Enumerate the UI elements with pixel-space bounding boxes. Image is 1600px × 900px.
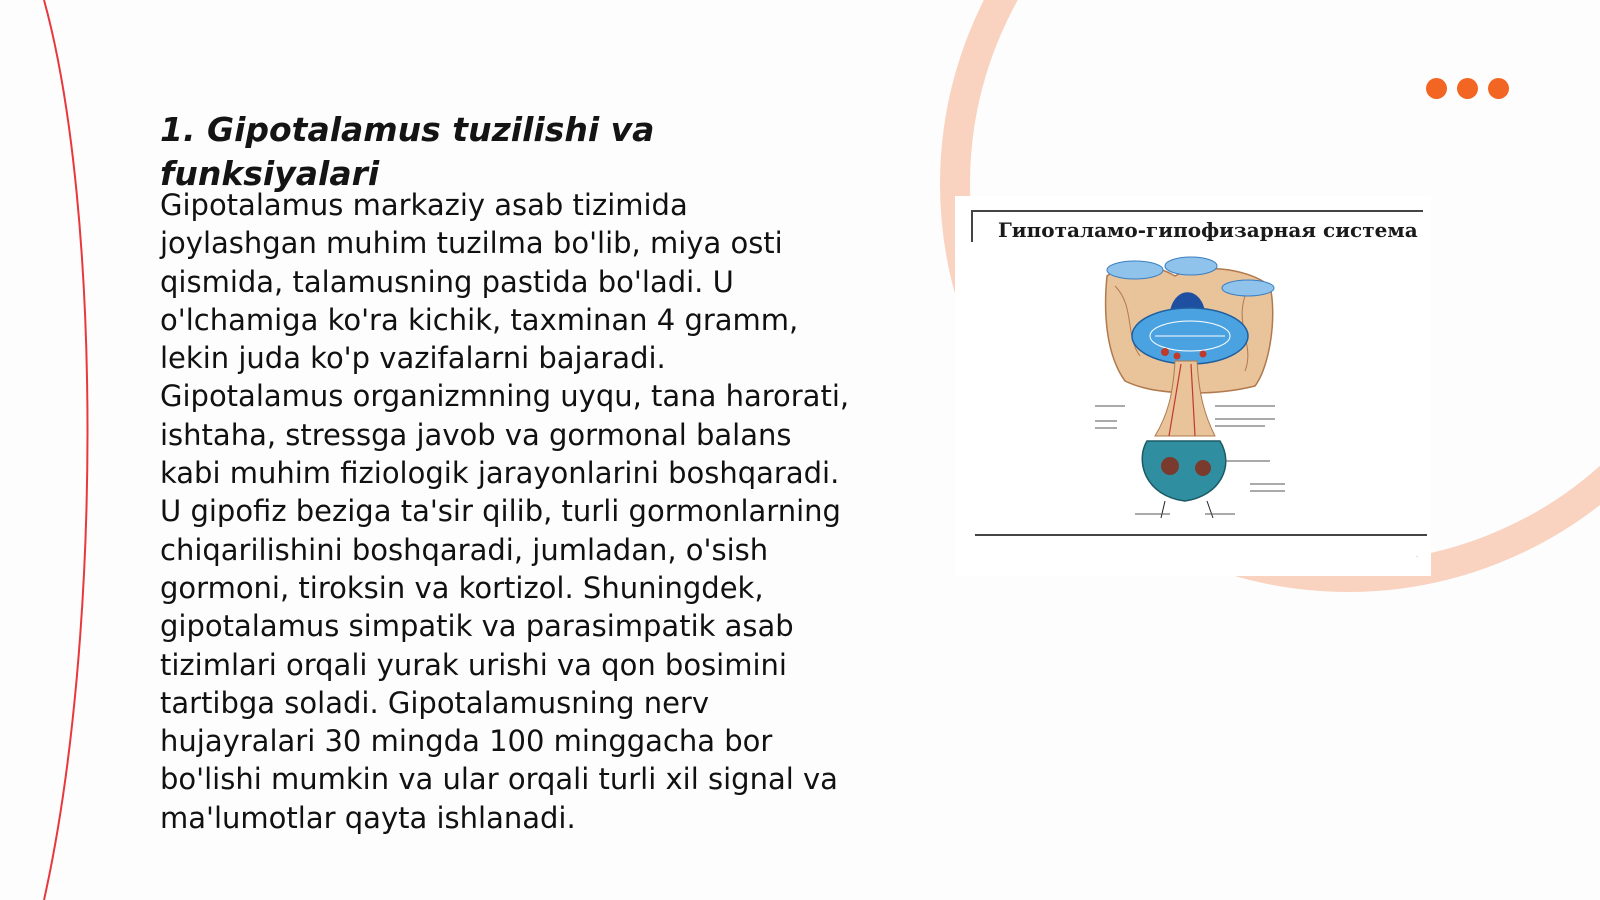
figure-top-rule	[971, 210, 1423, 212]
hypothalamus-pituitary-diagram-image	[1095, 256, 1295, 526]
figure-page-number: ·	[1416, 553, 1419, 561]
slide-title: 1. Gipotalamus tuzilishi va funksiyalari	[160, 110, 655, 193]
slide-body-text: Gipotalamus markaziy asab tizimida joylashgan muhim tuzilma bo'lib, miya osti qismida, talamusning pastida bo'ladi. U o'lchamiga ko'ra kichik, taxminan 4 gramm, lekin juda ko'p vazifalarni bajaradi. Gipotalamus organizmning uyqu, tana harorati, ishtaha, stressga javob va gormonal balans kabi muhim fiziologik jarayonlarini boshqaradi. U gipofiz beziga ta'sir qilib, turli gormonlarning chiqarilishini boshqaradi, jumladan, o'sish gormoni, tiroksin va kortizol. Shuningdek, gipotalamus simpatik va parasimpatik asab tizimlari orqali yurak urishi va qon bosimini tartibga soladi. Gipotalamusning nerv hujayralari 30 mingda 100 minggacha bor bo'lishi mumkin va ular orqali turli xil signal va ma'lumotlar qayta ishlanadi.	[160, 188, 850, 835]
left-red-curve	[44, 0, 88, 900]
dot-icon	[1426, 78, 1447, 99]
dot-icon	[1457, 78, 1478, 99]
dot-icon	[1488, 78, 1509, 99]
menu-dots	[1426, 78, 1509, 99]
figure-title: Гипоталамо-гипофизарная система	[998, 218, 1418, 242]
figure-left-tick	[971, 210, 973, 242]
hypothalamus-figure	[955, 196, 1431, 576]
figure-bottom-rule	[975, 534, 1427, 536]
